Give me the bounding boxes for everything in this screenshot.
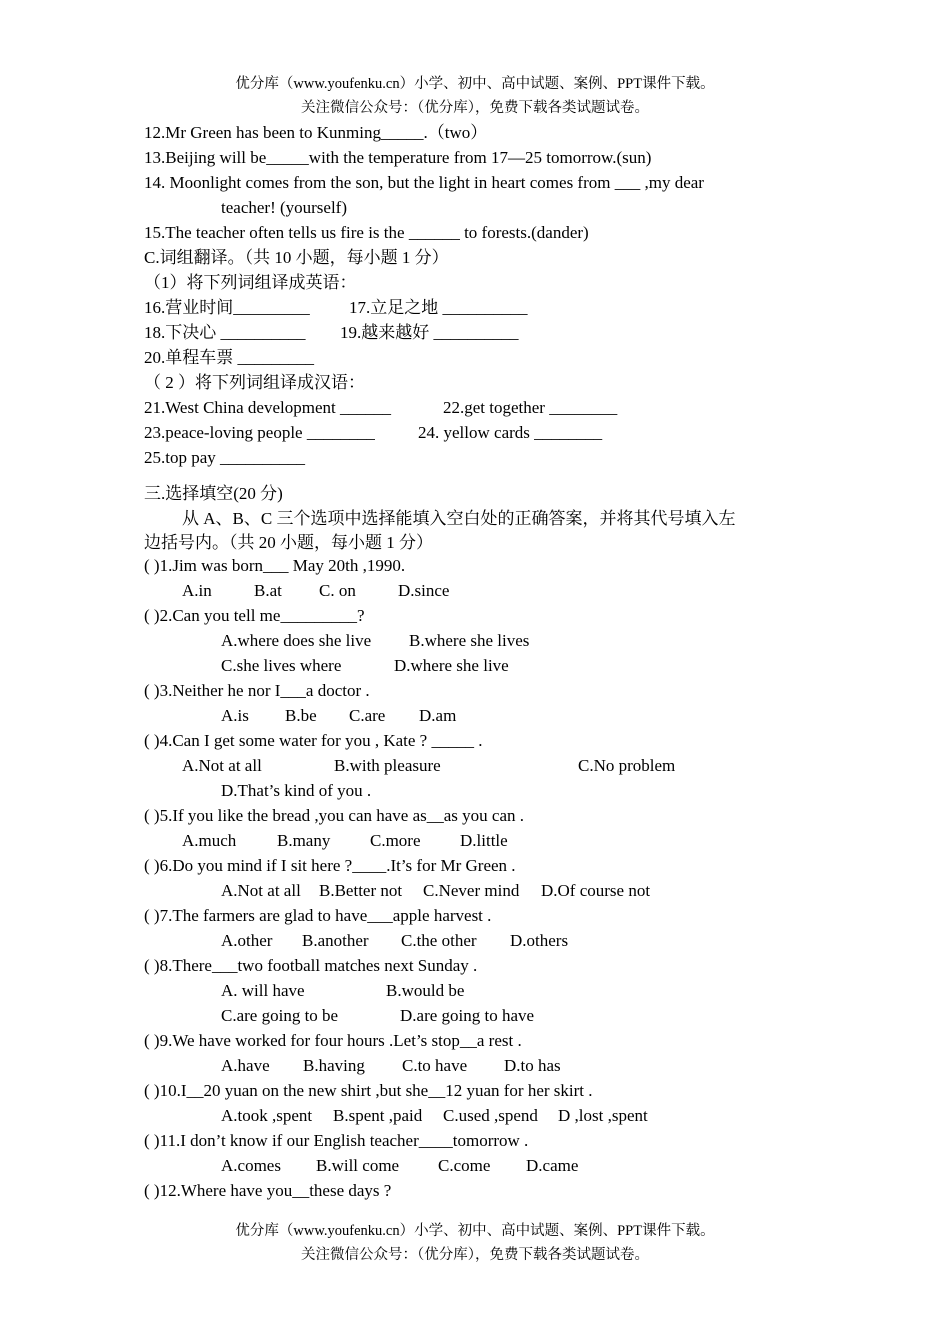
mc-question-11: ( )11.I don’t know if our English teacher____tomorrow .	[144, 1131, 529, 1150]
mc-9-option-a: A.have	[221, 1056, 270, 1075]
question-16: 16.营业时间_________	[144, 298, 310, 317]
question-22: 22.get together ________	[443, 398, 618, 417]
mc-2-option-a: A.where does she live	[221, 631, 372, 650]
mc-8-option-a: A. will have	[221, 981, 305, 1000]
mc-6-option-d: D.Of course not	[541, 881, 651, 900]
mc-10-option-b: B.spent ,paid	[333, 1106, 423, 1125]
page-header-line2: 关注微信公众号：（优分库），免费下载各类试题试卷。	[301, 100, 649, 116]
mc-6-option-a: A.Not at all	[221, 881, 301, 900]
section-3-instructions: 从 A、B、C 三个选项中选择能填入空白处的正确答案，并将其代号填入左	[182, 509, 736, 528]
question-15: 15.The teacher often tells us fire is the ______ to forests.(dander)	[144, 223, 589, 242]
question-23: 23.peace-loving people ________	[144, 423, 375, 442]
section-c-part2: （ 2 ）将下列词组译成汉语：	[144, 373, 365, 392]
mc-7-option-d: D.others	[510, 931, 569, 950]
question-17: 17.立足之地 __________	[349, 298, 528, 317]
mc-3-option-c: C.are	[349, 706, 386, 725]
mc-4-option-b: B.with pleasure	[334, 756, 441, 775]
question-18: 18.下决心 __________	[144, 323, 306, 342]
mc-11-option-c: C.come	[438, 1156, 491, 1175]
section-3-instructions-continued: 边括号内。（共 20 小题，每小题 1 分）	[144, 533, 433, 552]
mc-9-option-d: D.to has	[504, 1056, 561, 1075]
mc-4-option-d: D.That’s kind of you .	[221, 781, 372, 800]
page-header-line1: 优分库（www.youfenku.cn）小学、初中、高中试题、案例、PPT课件下载。	[235, 76, 715, 92]
mc-9-option-b: B.having	[303, 1056, 365, 1075]
mc-8-option-c: C.are going to be	[221, 1006, 339, 1025]
question-14-continued: teacher! (yourself)	[221, 198, 348, 217]
mc-4-option-a: A.Not at all	[182, 756, 262, 775]
mc-1-option-d: D.since	[398, 581, 450, 600]
mc-1-option-b: B.at	[254, 581, 282, 600]
mc-8-option-d: D.are going to have	[400, 1006, 535, 1025]
question-21: 21.West China development ______	[144, 398, 391, 417]
mc-2-option-d: D.where she live	[394, 656, 509, 675]
mc-2-option-b: B.where she lives	[409, 631, 530, 650]
mc-7-option-b: B.another	[302, 931, 369, 950]
mc-11-option-b: B.will come	[316, 1156, 400, 1175]
page-footer-line1: 优分库（www.youfenku.cn）小学、初中、高中试题、案例、PPT课件下载。	[235, 1223, 715, 1239]
question-14: 14. Moonlight comes from the son, but the light in heart comes from ___ ,my dear	[144, 173, 704, 192]
mc-question-5: ( )5.If you like the bread ,you can have as__as you can .	[144, 806, 525, 825]
mc-5-option-a: A.much	[182, 831, 237, 850]
mc-2-option-c: C.she lives where	[221, 656, 342, 675]
mc-question-4: ( )4.Can I get some water for you , Kate ? _____ .	[144, 731, 483, 750]
question-20: 20.单程车票 _________	[144, 348, 314, 367]
mc-question-1: ( )1.Jim was born___ May 20th ,1990.	[144, 556, 406, 575]
mc-6-option-c: C.Never mind	[423, 881, 520, 900]
mc-3-option-d: D.am	[419, 706, 457, 725]
mc-question-6: ( )6.Do you mind if I sit here ?____.It’s for Mr Green .	[144, 856, 516, 875]
mc-1-option-a: A.in	[182, 581, 212, 600]
mc-question-9: ( )9.We have worked for four hours .Let’s stop__a rest .	[144, 1031, 522, 1050]
question-13: 13.Beijing will be_____with the temperature from 17—25 tomorrow.(sun)	[144, 148, 652, 167]
mc-question-2: ( )2.Can you tell me_________?	[144, 606, 365, 625]
question-24: 24. yellow cards ________	[418, 423, 603, 442]
mc-5-option-c: C.more	[370, 831, 421, 850]
mc-1-option-c: C. on	[319, 581, 356, 600]
page-footer-line2: 关注微信公众号：（优分库），免费下载各类试题试卷。	[301, 1247, 649, 1263]
mc-3-option-b: B.be	[285, 706, 317, 725]
mc-10-option-c: C.used ,spend	[443, 1106, 538, 1125]
question-25: 25.top pay __________	[144, 448, 306, 467]
mc-4-option-c: C.No problem	[578, 756, 676, 775]
mc-question-10: ( )10.I__20 yuan on the new shirt ,but she__12 yuan for her skirt .	[144, 1081, 593, 1100]
section-3-title: 三.选择填空(20 分)	[144, 484, 283, 503]
mc-11-option-a: A.comes	[221, 1156, 281, 1175]
mc-6-option-b: B.Better not	[319, 881, 403, 900]
mc-7-option-c: C.the other	[401, 931, 477, 950]
question-12: 12.Mr Green has been to Kunming_____.（two）	[144, 123, 488, 142]
mc-9-option-c: C.to have	[402, 1056, 468, 1075]
mc-question-3: ( )3.Neither he nor I___a doctor .	[144, 681, 370, 700]
mc-10-option-d: D ,lost ,spent	[558, 1106, 648, 1125]
question-19: 19.越来越好 __________	[340, 323, 519, 342]
section-c-part1: （1）将下列词组译成英语：	[144, 273, 357, 292]
mc-3-option-a: A.is	[221, 706, 249, 725]
mc-question-12: ( )12.Where have you__these days ?	[144, 1181, 392, 1200]
mc-question-7: ( )7.The farmers are glad to have___apple harvest .	[144, 906, 492, 925]
section-c-title: C.词组翻译。（共 10 小题，每小题 1 分）	[144, 248, 449, 267]
mc-10-option-a: A.took ,spent	[221, 1106, 313, 1125]
mc-5-option-d: D.little	[460, 831, 508, 850]
mc-question-8: ( )8.There___two football matches next Sunday .	[144, 956, 478, 975]
mc-5-option-b: B.many	[277, 831, 331, 850]
mc-7-option-a: A.other	[221, 931, 273, 950]
mc-8-option-b: B.would be	[386, 981, 465, 1000]
mc-11-option-d: D.came	[526, 1156, 579, 1175]
